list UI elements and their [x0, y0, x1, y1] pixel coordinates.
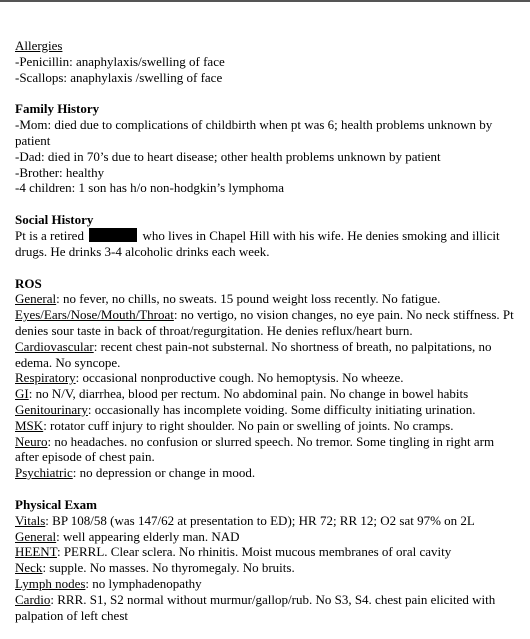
ros-heading: ROS — [15, 275, 42, 291]
ros-item-cardiovascular — [15, 339, 520, 371]
family-history-section — [15, 101, 520, 196]
ros-item-eent — [15, 307, 520, 339]
exam-text: : RRR. S1, S2 normal without murmur/gallop/rub. No S3, S4. chest pain elicited with palpation of left chest — [15, 591, 496, 623]
family-history-item: -Brother: healthy — [15, 164, 105, 180]
exam-label: Lymph nodes — [15, 575, 86, 591]
allergies-section — [15, 38, 520, 85]
exam-item-heent — [15, 544, 520, 560]
ros-label: Psychiatric — [15, 465, 73, 481]
social-history-text-after: who lives in Chapel Hill with his wife. He denies smoking and illicit drugs. He drinks 3-4 alcoholic drinks each week. — [15, 227, 500, 259]
exam-text: : PERRL. Clear sclera. No rhinitis. Moist mucous membranes of oral cavity — [56, 544, 452, 560]
family-history-item: -Dad: died in 70’s due to heart disease; other health problems unknown by patient — [15, 148, 441, 164]
family-history-item: -Mom: died due to complications of childbirth when pt was 6; health problems unknown by patient — [15, 117, 493, 148]
ros-item-gi — [15, 386, 520, 402]
ros-text: : occasional nonproductive cough. No hemoptysis. No wheeze. — [75, 370, 404, 386]
ros-text: : no vertigo, no vision changes, no eye pain. No neck stiffness. Pt denies sour taste in back of throat/regurgitation. He denies reflux/heart burn. — [15, 307, 514, 338]
exam-item-general — [15, 529, 520, 545]
ros-item-genitourinary — [15, 402, 520, 418]
ros-item-msk — [15, 418, 520, 434]
exam-text: : no lymphadenopathy — [85, 575, 202, 591]
allergy-item: -Scallops: anaphylaxis /swelling of face — [15, 69, 223, 85]
redaction-box — [89, 228, 137, 242]
family-history-item: -4 children: 1 son has h/o non-hodgkin’s lymphoma — [15, 180, 285, 196]
ros-text: : no depression or change in mood. — [72, 465, 256, 481]
ros-label: General — [15, 291, 57, 307]
social-history-heading: Social History — [15, 212, 94, 228]
ros-label: GI — [15, 386, 29, 402]
ros-item-respiratory — [15, 370, 520, 386]
ros-label: Cardiovascular — [15, 338, 94, 354]
clinical-note — [15, 38, 520, 639]
social-history-section — [15, 212, 520, 259]
ros-text: : no headaches. no confusion or slurred speech. No tremor. Some tingling in right arm after episode of chest pain. — [15, 433, 495, 465]
ros-label: Respiratory — [15, 370, 76, 386]
ros-item-general — [15, 291, 520, 307]
exam-text: : supple. No masses. No thyromegaly. No bruits. — [42, 560, 295, 576]
exam-text: : BP 108/58 (was 147/62 at presentation to ED); HR 72; RR 12; O2 sat 97% on 2L — [45, 512, 475, 528]
exam-label: HEENT — [15, 544, 57, 560]
ros-text: : no fever, no chills, no sweats. 15 pound weight loss recently. No fatigue. — [56, 291, 441, 307]
exam-label: Vitals — [15, 512, 46, 528]
page-top-border — [0, 0, 530, 2]
exam-item-lymph-nodes — [15, 576, 520, 592]
ros-label: MSK — [15, 417, 44, 433]
ros-text: : no N/V, diarrhea, blood per rectum. No abdominal pain. No change in bowel habits — [28, 386, 469, 402]
exam-label: Cardio — [15, 591, 51, 607]
exam-item-vitals — [15, 513, 520, 529]
family-history-heading: Family History — [15, 101, 100, 117]
allergy-item: -Penicillin: anaphylaxis/swelling of face — [15, 53, 225, 69]
ros-label: Neuro — [15, 433, 48, 449]
ros-text: : occasionally has incomplete voiding. Some difficulty initiating urination. — [87, 401, 476, 417]
allergies-heading: Allergies — [15, 38, 63, 53]
exam-label: General — [15, 528, 57, 544]
social-history-text-before: Pt is a retired — [15, 227, 84, 243]
ros-label: Eyes/Ears/Nose/Mouth/Throat — [15, 307, 174, 323]
ros-label: Genitourinary — [15, 401, 88, 417]
ros-text: : recent chest pain-not substernal. No shortness of breath, no palpitations, no edema. No syncope. — [15, 338, 492, 370]
ros-text: : rotator cuff injury to right shoulder. No pain or swelling of joints. No cramps. — [43, 417, 454, 433]
ros-item-neuro — [15, 434, 520, 466]
exam-item-neck — [15, 560, 520, 576]
exam-text: : well appearing elderly man. NAD — [56, 528, 240, 544]
physical-exam-section — [15, 497, 520, 623]
ros-section — [15, 276, 520, 481]
social-history-text — [15, 228, 520, 260]
exam-item-cardio — [15, 592, 520, 624]
physical-exam-heading: Physical Exam — [15, 496, 97, 512]
ros-item-psychiatric — [15, 465, 520, 481]
exam-label: Neck — [15, 560, 43, 576]
